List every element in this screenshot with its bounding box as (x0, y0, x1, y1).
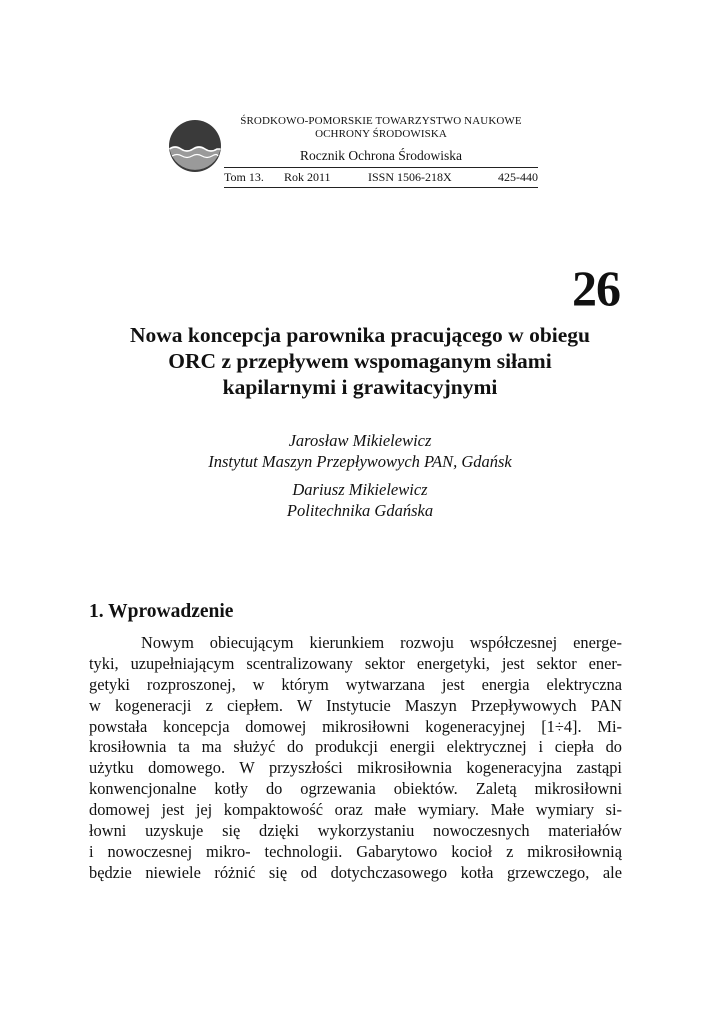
author-affiliation: Politechnika Gdańska (286, 501, 434, 520)
society-logo-icon (168, 119, 222, 173)
journal-header (168, 115, 538, 195)
paragraph-line: użytku domowego. W przyszłości mikrosiłownia kogeneracyjna zastąpi (89, 758, 622, 778)
page-range: 425-440 (498, 170, 538, 184)
paragraph-line: będzie niewiele różnić się od dotychczasowego kotła grzewczego, ale (89, 862, 622, 882)
chapter-number: 26 (572, 260, 620, 316)
paragraph-line: powstała koncepcja domowej mikrosiłowni kogeneracyjnej [1÷4]. Mi- (89, 716, 622, 736)
paragraph-line: krosiłownia ta ma służyć do produkcji energii elektrycznej i ciepła do (89, 737, 622, 757)
author-affiliation: Instytut Maszyn Przepływowych PAN, Gdańsk (208, 452, 512, 471)
author-name: Dariusz Mikielewicz (292, 480, 428, 499)
paragraph-line: łowni uzyskuje się dzięki wykorzystaniu nowoczesnych materiałów (89, 821, 622, 841)
year: Rok 2011 (284, 170, 331, 184)
author-name: Jarosław Mikielewicz (288, 431, 432, 450)
issue-info (224, 169, 538, 185)
paragraph-line: domowej jest jej kompaktowość oraz małe wymiary. Małe wymiary si- (89, 800, 622, 820)
header-rule-bottom (224, 187, 538, 188)
society-line-2: OCHRONY ŚRODOWISKA (315, 128, 447, 140)
journal-title: Rocznik Ochrona Środowiska (300, 148, 462, 163)
volume: Tom 13. (224, 170, 264, 184)
paragraph-line: w kogeneracji z ciepłem. W Instytucie Maszyn Przepływowych PAN (89, 695, 622, 715)
paragraph-line: tyki, uzupełniającym scentralizowany sektor energetyki, jest sektor ener- (89, 653, 622, 673)
title-line-3: kapilarnymi i grawitacyjnymi (222, 375, 498, 399)
body-paragraph (89, 633, 622, 884)
paragraph-line: konwencjonalne kotły do ogrzewania obiektów. Zaletą mikrosiłowni (89, 779, 622, 799)
section-heading: 1. Wprowadzenie (89, 601, 234, 622)
society-line-1: ŚRODKOWO-POMORSKIE TOWARZYSTWO NAUKOWE (240, 115, 522, 127)
paragraph-line: getyki rozproszonej, w którym wytwarzana jest energia elektryczna (89, 674, 622, 694)
paragraph-line: i nowoczesnej mikro- technologii. Gabarytowo kocioł z mikrosiłownią (89, 841, 622, 861)
article-title (60, 322, 660, 400)
society-name (224, 115, 538, 141)
authors-block (60, 430, 660, 521)
title-line-1: Nowa koncepcja parownika pracującego w obiegu (129, 323, 591, 347)
header-rule-top (224, 167, 538, 168)
issn: ISSN 1506-218X (368, 170, 452, 184)
title-line-2: ORC z przepływem wspomaganym siłami (168, 349, 552, 373)
paragraph-line: Nowym obiecującym kierunkiem rozwoju współczesnej energe- (141, 633, 622, 652)
